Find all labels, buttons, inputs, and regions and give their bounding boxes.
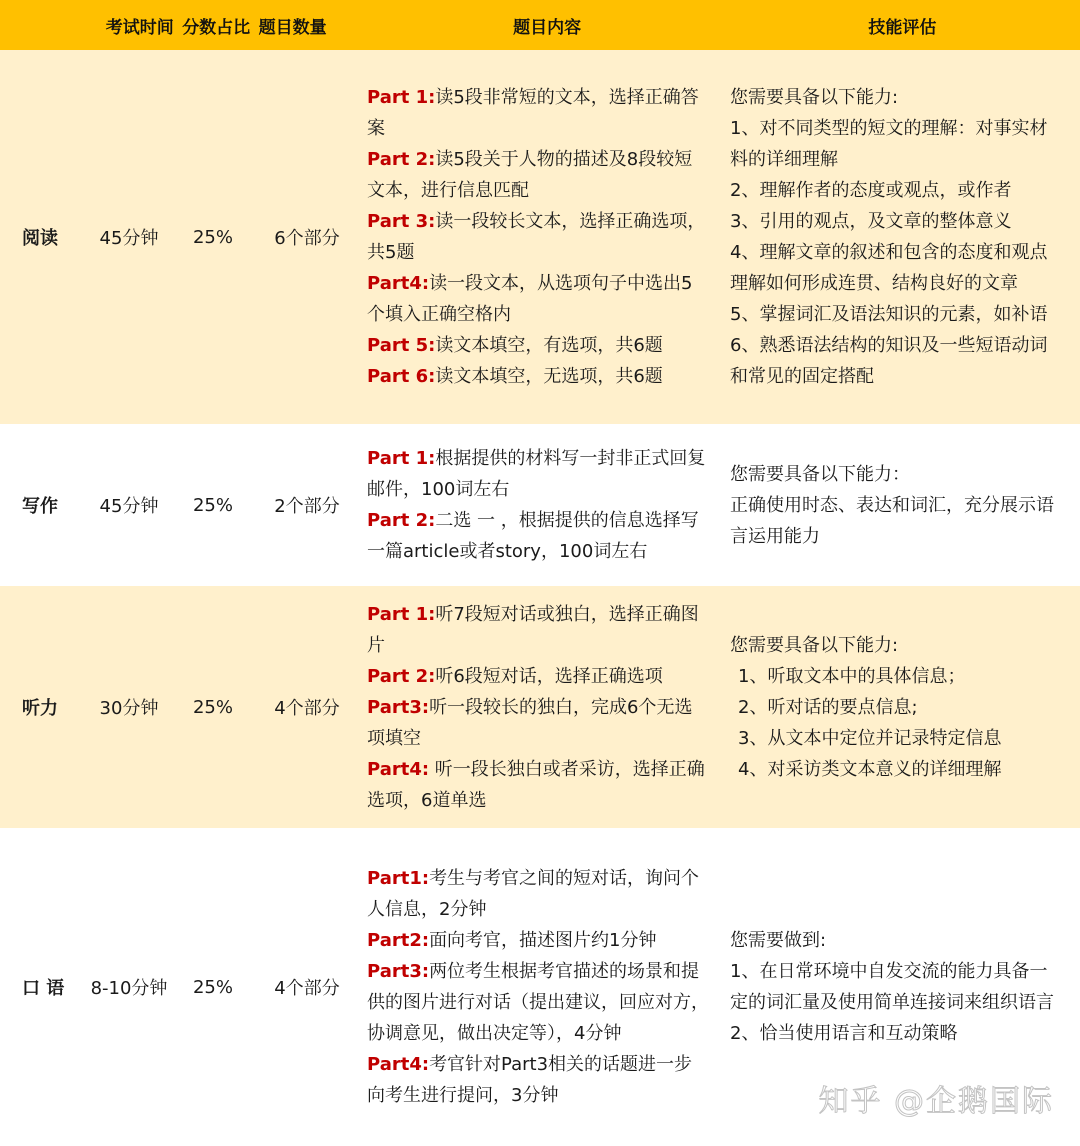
part-label: Part 2:: [367, 149, 436, 170]
part-text: 读5段关于人物的描述及8段较短文本，进行信息匹配: [367, 149, 693, 201]
score-percentage: 25%: [192, 494, 233, 516]
content-cell: [360, 599, 720, 816]
score-percentage: 25%: [192, 226, 233, 248]
part-count: 6个部分: [274, 228, 340, 249]
table-header: [0, 0, 1080, 50]
part-label: Part4:: [367, 273, 430, 294]
part-text: 读5段非常短的文本，选择正确答案: [367, 87, 699, 139]
part-label: Part 5:: [367, 335, 436, 356]
skills-item: 1、在日常环境中自发交流的能力具备一定的词汇量及使用简单连接词来组织语言: [730, 961, 1054, 1013]
part-item: [367, 692, 710, 754]
skill-name: 听力: [22, 698, 58, 719]
part-count: 4个部分: [274, 978, 340, 999]
skills-item: 6、熟悉语法结构的知识及一些短语动词和常见的固定搭配: [730, 335, 1048, 387]
part-item: [367, 443, 710, 505]
skills-intro: 您需要具备以下能力：: [730, 463, 910, 485]
part-text: 考生与考官之间的短对话，询问个人信息，2分钟: [367, 868, 700, 920]
part-label: Part3:: [367, 696, 430, 718]
part-label: Part3:: [367, 961, 430, 982]
part-item: [367, 754, 710, 816]
part-item: [367, 330, 710, 361]
skills-item: 2、听对话的要点信息;: [738, 696, 918, 718]
skills-cell: [720, 630, 1080, 785]
part-label: Part 1:: [367, 448, 436, 469]
header-count: 题目数量: [258, 17, 327, 38]
header-skills: 技能评估: [868, 17, 937, 38]
skills-cell: [720, 459, 1080, 552]
part-item: [367, 82, 710, 144]
part-item: [367, 599, 710, 661]
part-item: [367, 361, 710, 392]
exam-time: 30分钟: [99, 698, 159, 719]
skill-name: 阅读: [22, 228, 58, 249]
part-text: 根据提供的材料写一封非正式回复邮件，100词左右: [367, 448, 706, 500]
part-item: [367, 144, 710, 206]
part-label: Part 6:: [367, 366, 436, 387]
part-label: Part4:: [367, 1054, 430, 1075]
skills-cell: [720, 82, 1080, 392]
skills-item: 3、引用的观点，及文章的整体意义: [730, 211, 1012, 232]
table-row-reading: [0, 50, 1080, 424]
skills-item: 正确使用时态、表达和词汇，充分展示语言运用能力: [730, 494, 1054, 547]
skills-item: 4、对采访类文本意义的详细理解: [738, 758, 1002, 780]
part-item: [367, 1049, 710, 1111]
skills-intro: 您需要做到:: [730, 930, 827, 951]
skills-item: 1、听取文本中的具体信息；: [738, 665, 966, 687]
part-item: [367, 956, 710, 1049]
part-text: 二选 一 ，根据提供的信息选择写一篇article或者story，100词左右: [367, 510, 699, 562]
part-text: 读文本填空，有选项，共6题: [435, 335, 663, 356]
skills-item: 3、从文本中定位并记录特定信息: [738, 727, 1002, 749]
part-item: [367, 206, 710, 268]
content-cell: [360, 82, 720, 392]
header-percentage: 分数占比: [182, 17, 251, 38]
part-label: Part 3:: [367, 211, 436, 232]
skills-intro: 您需要具备以下能力:: [730, 634, 899, 656]
skills-intro: 您需要具备以下能力:: [730, 87, 899, 108]
skills-item: 2、理解作者的态度或观点，或作者: [730, 180, 1012, 201]
part-text: 听7段短对话或独白，选择正确图片: [367, 603, 699, 656]
part-item: [367, 661, 710, 692]
content-cell: [360, 443, 720, 567]
part-label: Part4:: [367, 758, 430, 780]
score-percentage: 25%: [192, 696, 233, 718]
part-text: 面向考官，描述图片约1分钟: [429, 930, 657, 951]
part-label: Part 1:: [367, 603, 436, 625]
header-time: 考试时间: [105, 17, 174, 38]
part-text: 两位考生根据考官描述的场景和提供的图片进行对话（提出建议，回应对方，协调意见，做出决定等），4分钟: [367, 961, 709, 1044]
score-percentage: 25%: [192, 976, 233, 998]
exam-time: 45分钟: [99, 496, 159, 517]
skills-item: 5、掌握词汇及语法知识的元素，如补语: [730, 304, 1048, 325]
skill-name: 写作: [22, 496, 58, 517]
part-count: 4个部分: [274, 698, 340, 719]
skills-cell: [720, 925, 1080, 1049]
table-row-listening: [0, 586, 1080, 828]
part-text: 考官针对Part3相关的话题进一步向考生进行提问，3分钟: [367, 1054, 693, 1106]
part-label: Part2:: [367, 930, 430, 951]
part-text: 读一段较长文本，选择正确选项，共5题: [367, 211, 706, 263]
part-text: 读一段文本，从选项句子中选出5个填入正确空格内: [367, 273, 693, 325]
header-content: 题目内容: [513, 17, 582, 38]
part-text: 听一段长独白或者采访，选择正确选项，6道单选: [367, 758, 705, 811]
table-row-writing: [0, 424, 1080, 586]
content-cell: [360, 863, 720, 1111]
part-item: [367, 505, 710, 567]
skills-item: 2、恰当使用语言和互动策略: [730, 1023, 958, 1044]
exam-time: 45分钟: [99, 228, 159, 249]
skills-item: 1、对不同类型的短文的理解：对事实材料的详细理解: [730, 118, 1048, 170]
part-text: 听6段短对话，选择正确选项: [435, 665, 663, 687]
skills-item: 4、理解文章的叙述和包含的态度和观点理解如何形成连贯、结构良好的文章: [730, 242, 1048, 294]
part-label: Part 2:: [367, 665, 436, 687]
part-text: 听一段较长的独白，完成6个无选项填空: [367, 696, 693, 749]
part-text: 读文本填空，无选项，共6题: [435, 366, 663, 387]
zhihu-watermark: 知乎 @企鹅国际: [818, 1084, 1054, 1119]
part-label: Part1:: [367, 868, 430, 889]
part-item: [367, 268, 710, 330]
skill-name: 口 语: [22, 978, 65, 999]
part-label: Part 1:: [367, 87, 436, 108]
part-item: [367, 863, 710, 925]
part-count: 2个部分: [274, 496, 340, 517]
part-label: Part 2:: [367, 510, 436, 531]
exam-time: 8-10分钟: [90, 978, 168, 999]
part-item: [367, 925, 710, 956]
